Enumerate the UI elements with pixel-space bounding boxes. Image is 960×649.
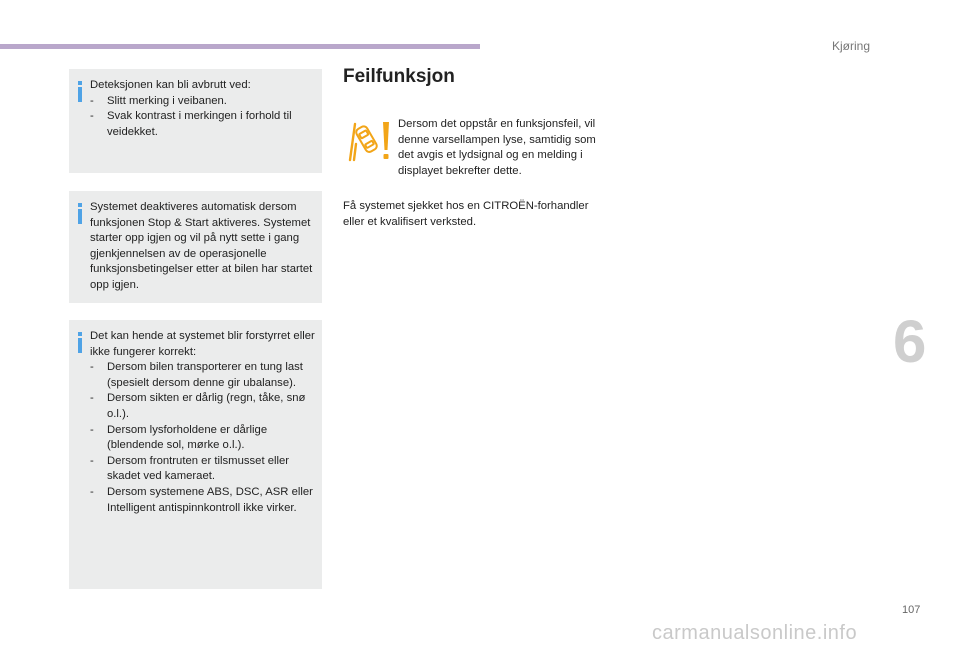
chapter-label: Kjøring: [832, 39, 871, 53]
section-heading: Feilfunksjon: [343, 66, 455, 87]
info-icon: [78, 332, 82, 353]
info-intro: Det kan hende at systemet blir forstyrret eller ikke fungerer korrekt:: [90, 330, 315, 358]
info-box-disturbances: [69, 320, 322, 589]
info-icon: [78, 203, 82, 224]
list-item: - Dersom frontruten er tilsmusset eller skadet ved kameraet.: [90, 454, 290, 483]
list-item: - Svak kontrast i merkingen i forhold til veidekket.: [90, 110, 292, 138]
info-intro: Deteksjonen kan bli avbrutt ved:: [90, 79, 251, 91]
info-box-detection: [69, 69, 322, 173]
watermark: carmanualsonline.info: [652, 622, 858, 644]
lane-warning-icon: [347, 118, 395, 164]
list-item: - Slitt merking i veibanen.: [90, 94, 227, 107]
list-item: - Dersom bilen transporterer en tung last (spesielt dersom denne gir ubalanse).: [90, 361, 303, 389]
warning-text: Dersom det oppstår en funksjonsfeil, vil denne varsellampen lyse, samtidig som det avgis et lydsignal og en melding i displayet bekrefter dette.: [398, 118, 596, 177]
list-item: - Dersom lysforholdene er dårlige (blendende sol, mørke o.l.).: [90, 423, 268, 452]
page-number: 107: [902, 604, 921, 616]
service-text: Få systemet sjekket hos en CITROËN-forhandler eller et kvalifisert verksted.: [343, 200, 589, 228]
info-paragraph: Systemet deaktiveres automatisk dersom funksjonen Stop & Start aktiveres. Systemet starter opp igjen og vil på nytt sette i gang gjenkjennelsen av de operasjonelle funksjonsbetingelser etter at bilen har startet opp igjen.: [90, 201, 313, 291]
info-icon: [78, 81, 82, 102]
chapter-number: 6: [893, 308, 927, 375]
list-item: - Dersom systemene ABS, DSC, ASR eller Intelligent antispinnkontroll ikke virker.: [90, 485, 313, 514]
info-box-stop-start: [69, 191, 322, 303]
list-item: - Dersom sikten er dårlig (regn, tåke, snø o.l.).: [90, 392, 306, 420]
chapter-accent-bar: [0, 44, 480, 49]
